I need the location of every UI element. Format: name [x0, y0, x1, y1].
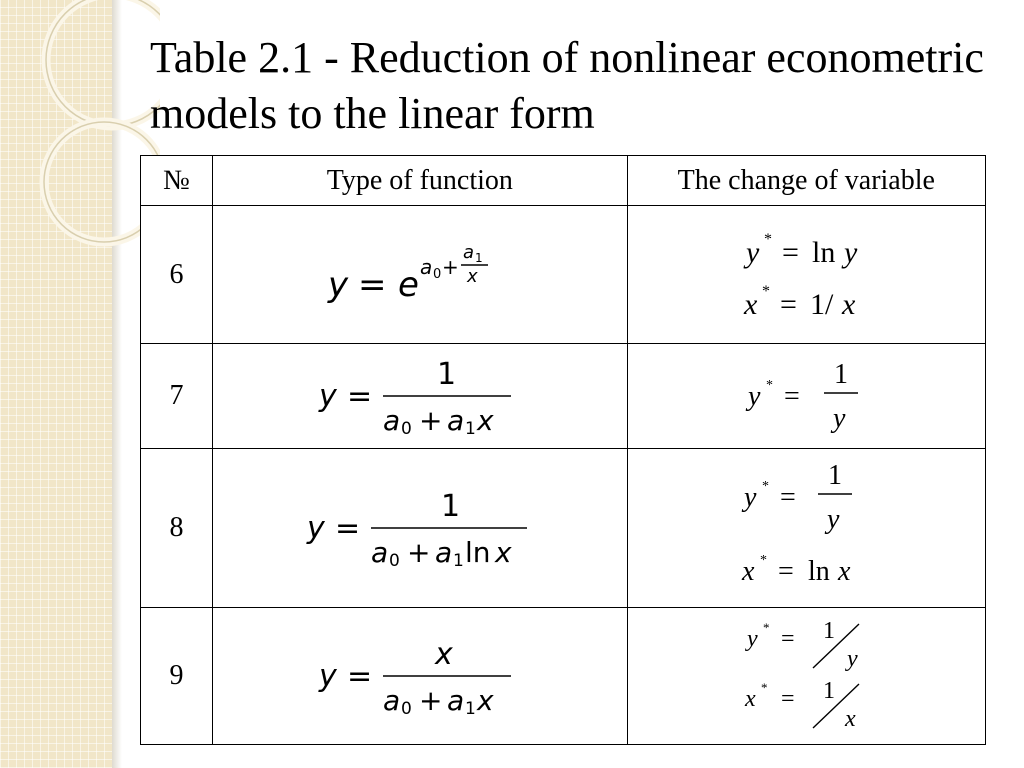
row-number: 8 — [141, 449, 213, 608]
svg-text:1: 1 — [436, 357, 456, 392]
svg-text:a: a — [382, 684, 400, 717]
reduction-table — [140, 155, 986, 745]
svg-text:=: = — [781, 626, 795, 652]
svg-text:0: 0 — [400, 419, 412, 439]
svg-text:=: = — [334, 511, 360, 546]
row-number: 6 — [141, 206, 213, 344]
change-ln-y-inverse-x — [716, 220, 896, 330]
svg-text:x: x — [476, 404, 494, 437]
svg-text:*: * — [762, 479, 770, 494]
svg-text:ln: ln — [464, 536, 491, 569]
svg-text:y: y — [748, 381, 761, 412]
svg-text:1: 1 — [823, 678, 836, 704]
svg-text:x: x — [842, 287, 856, 321]
svg-text:*: * — [764, 230, 773, 248]
svg-text:x: x — [476, 684, 494, 717]
svg-text:a: a — [370, 536, 388, 569]
svg-text:1: 1 — [464, 699, 476, 719]
change-inverse-y-inverse-x — [731, 616, 881, 736]
svg-text:e: e — [397, 264, 419, 305]
svg-text:y: y — [318, 659, 337, 694]
svg-text:=: = — [357, 264, 387, 305]
svg-text:0: 0 — [388, 551, 400, 571]
svg-text:ln: ln — [808, 556, 831, 587]
table-row — [141, 344, 986, 449]
change-inverse-y-ln-x — [726, 458, 886, 598]
variable-change — [627, 344, 985, 449]
svg-text:0: 0 — [400, 699, 412, 719]
header-number: № — [141, 156, 213, 206]
svg-text:x: x — [466, 265, 478, 287]
formula-exponential — [320, 240, 520, 310]
table-header-row — [141, 156, 986, 206]
header-function-type: Type of function — [213, 156, 627, 206]
svg-text:a: a — [446, 684, 464, 717]
svg-text:y: y — [833, 403, 846, 434]
variable-change — [627, 449, 985, 608]
svg-text:y: y — [318, 379, 337, 414]
svg-text:1: 1 — [834, 359, 849, 390]
row-number: 9 — [141, 608, 213, 745]
svg-text:y: y — [844, 235, 858, 269]
svg-text:1: 1 — [823, 618, 836, 644]
table-row — [141, 449, 986, 608]
function-formula — [213, 608, 627, 745]
formula-michaelis — [315, 636, 525, 719]
svg-text:x: x — [742, 556, 755, 587]
svg-text:+: + — [406, 536, 431, 569]
svg-text:x: x — [434, 637, 453, 672]
svg-text:y: y — [306, 511, 325, 546]
svg-text:1: 1 — [440, 489, 460, 524]
header-variable-change: The change of variable — [627, 156, 985, 206]
svg-text:=: = — [780, 287, 798, 321]
svg-text:+: + — [418, 684, 443, 717]
change-inverse-y — [736, 351, 876, 441]
svg-text:a: a — [462, 241, 474, 263]
svg-text:+: + — [418, 404, 443, 437]
svg-text:*: * — [763, 620, 770, 635]
slide-title: Table 2.1 - Reduction of nonlinear econometric models to the linear form — [150, 33, 984, 138]
svg-text:*: * — [762, 282, 771, 300]
svg-text:y: y — [327, 264, 348, 305]
svg-text:1: 1 — [828, 460, 843, 491]
svg-text:y: y — [747, 626, 758, 652]
svg-text:a: a — [434, 536, 452, 569]
svg-text:1: 1 — [474, 250, 483, 265]
svg-text:0: 0 — [432, 266, 442, 282]
svg-text:y: y — [827, 504, 840, 535]
svg-text:=: = — [784, 381, 801, 412]
svg-text:=: = — [782, 235, 800, 269]
svg-text:x: x — [745, 686, 756, 712]
svg-text:x: x — [838, 556, 851, 587]
variable-change — [627, 608, 985, 745]
svg-text:1: 1 — [452, 551, 464, 571]
formula-hyperbola-linear — [315, 356, 525, 439]
function-formula — [213, 344, 627, 449]
svg-text:ln: ln — [812, 235, 836, 269]
svg-text:y: y — [746, 235, 760, 269]
svg-text:y: y — [847, 646, 858, 672]
decorative-rings — [0, 0, 160, 260]
variable-change — [627, 206, 985, 344]
function-formula — [213, 206, 627, 344]
svg-text:y: y — [744, 482, 757, 513]
svg-text:1: 1 — [464, 419, 476, 439]
row-number: 7 — [141, 344, 213, 449]
svg-text:a: a — [419, 254, 433, 279]
svg-text:=: = — [346, 379, 372, 414]
svg-text:*: * — [760, 553, 768, 568]
svg-text:*: * — [766, 378, 774, 393]
svg-text:=: = — [346, 659, 372, 694]
svg-text:=: = — [778, 556, 795, 587]
svg-text:=: = — [780, 482, 797, 513]
svg-text:*: * — [761, 680, 768, 695]
svg-text:x: x — [494, 536, 512, 569]
svg-text:=: = — [781, 686, 795, 712]
formula-hyperbola-log — [305, 488, 535, 571]
svg-text:a: a — [446, 404, 464, 437]
table-row — [141, 608, 986, 745]
svg-text:x: x — [845, 706, 856, 732]
svg-text:+: + — [441, 254, 459, 279]
table-row — [141, 206, 986, 344]
svg-text:1/: 1/ — [810, 287, 834, 321]
function-formula — [213, 449, 627, 608]
svg-text:a: a — [382, 404, 400, 437]
svg-text:x: x — [744, 287, 758, 321]
